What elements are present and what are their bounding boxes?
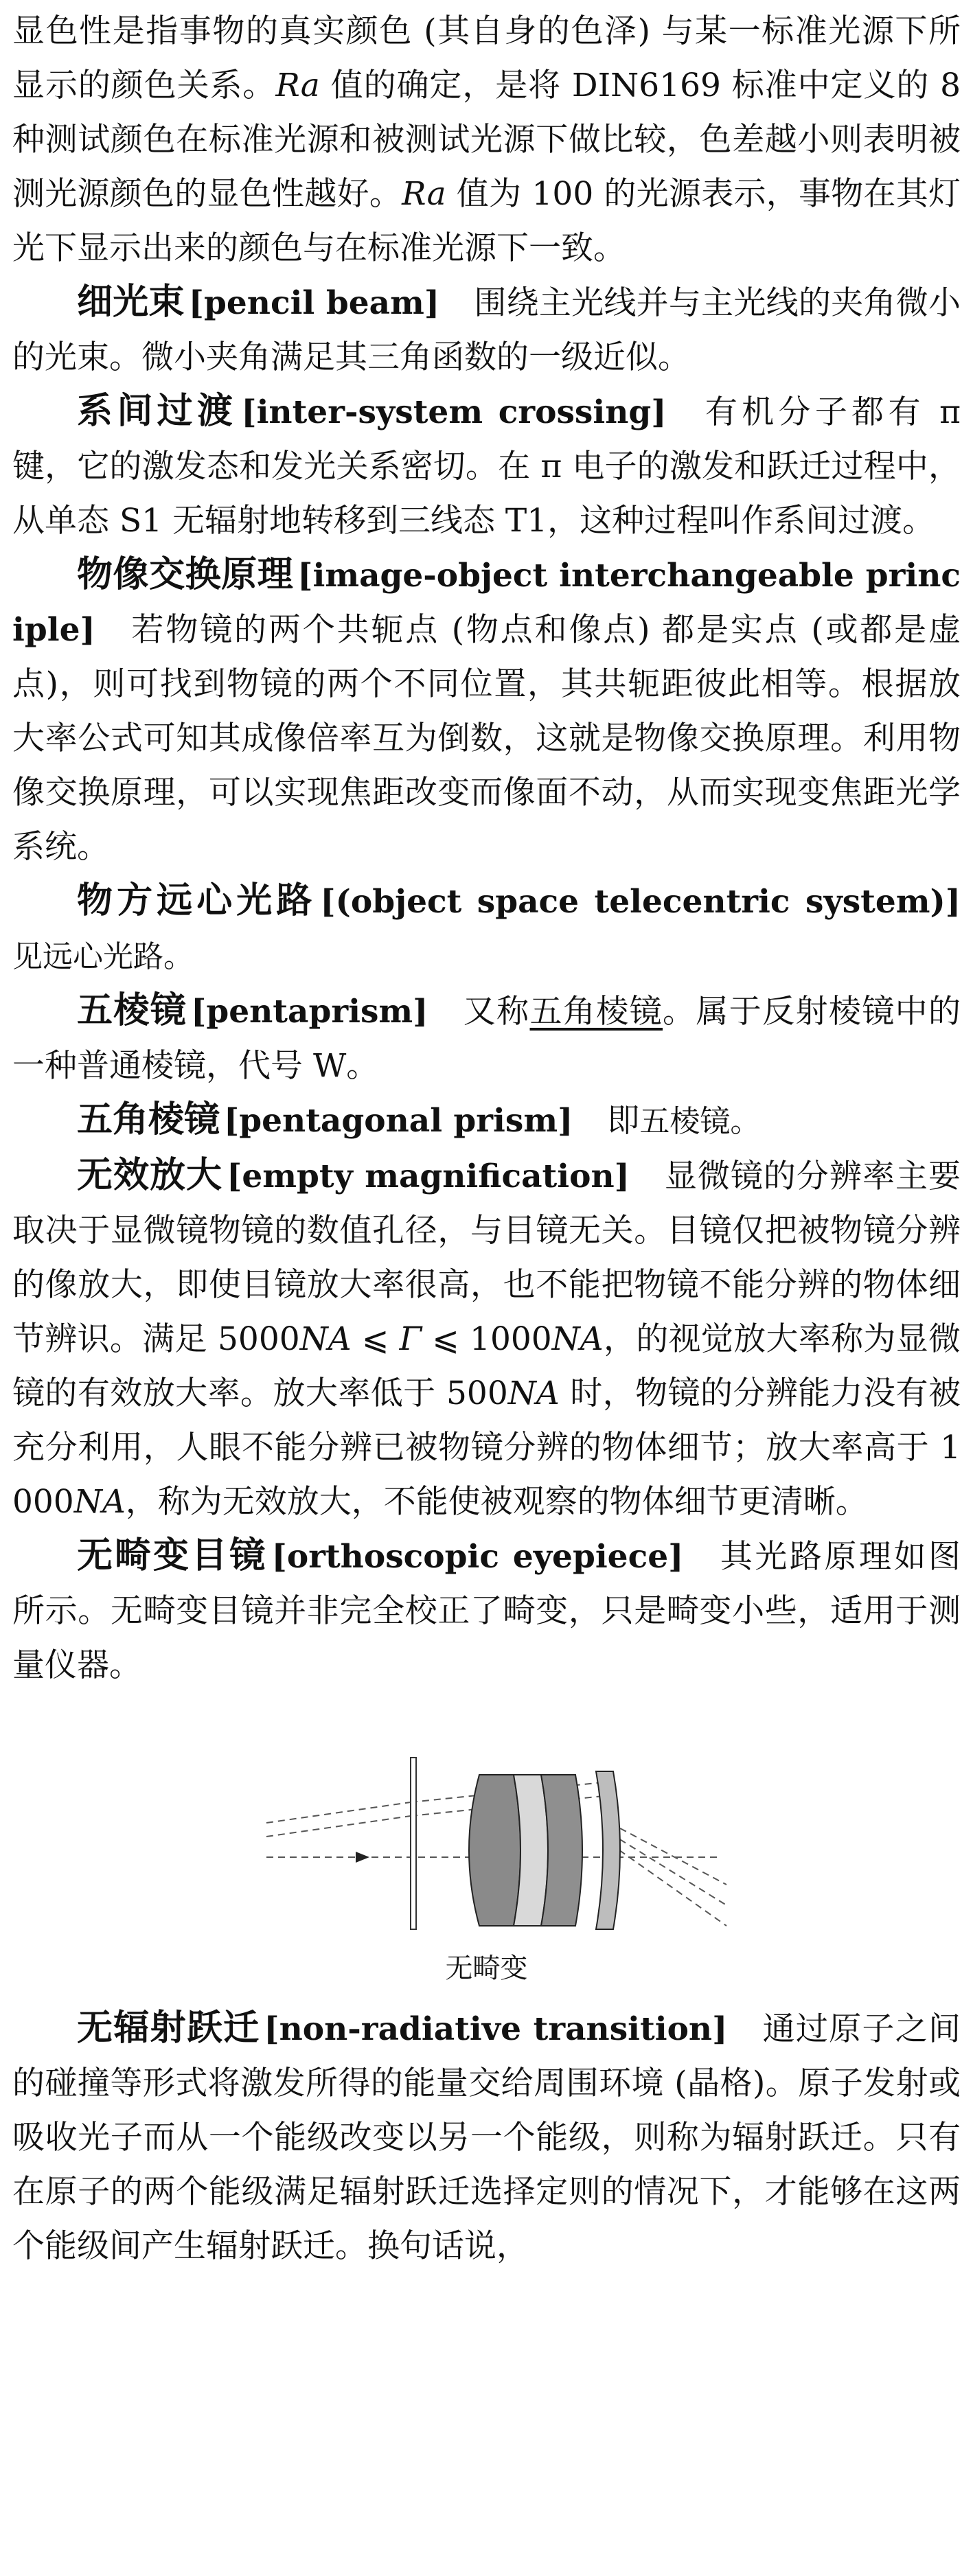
intro-text-c: 值为 100 的光源表示，事物在其灯光下显示出来的颜色与在标准光源下一致。 — [12, 175, 961, 267]
entry-english: [pentaprism] — [191, 993, 428, 1031]
entry-term: 细光束 — [77, 281, 185, 323]
gamma-symbol: Γ — [399, 1320, 422, 1358]
arrow-icon — [356, 1852, 369, 1863]
entry-body: 。属于反射棱镜中的一种普通棱镜，代号 W。 — [12, 993, 961, 1085]
entry-english: [empty magnification] — [227, 1158, 630, 1195]
underlined-term-link: 五角棱镜 — [529, 993, 663, 1031]
entry-body: ，称为无效放大，不能使被观察的物体细节更清晰。 — [125, 1483, 868, 1521]
na-symbol: NA — [551, 1320, 604, 1358]
lens-element — [469, 1775, 520, 1926]
entry-body: ，的视觉放大率称为显微镜的有效放大率。放大率低于 500 — [12, 1320, 961, 1412]
ray-line — [266, 1816, 411, 1837]
ra-symbol: Ra — [275, 67, 320, 104]
entry-english: [pencil beam] — [188, 284, 440, 322]
entry-term: 无畸变目镜 — [77, 1535, 268, 1576]
entry-object-telecentric — [12, 874, 961, 984]
entry-body: 其光路原理如图所示。无畸变目镜并非完全校正了畸变，只是畸变小些，适用于测量仪器。 — [12, 1538, 961, 1684]
entry-body: 即 — [607, 1102, 640, 1140]
lens-element — [541, 1775, 582, 1926]
cross-reference: 见远心光路。 — [12, 939, 194, 974]
entry-term: 物方远心光路 — [77, 880, 317, 921]
ray-line — [610, 1843, 726, 1926]
intro-text-a: 显色性是指事物的真实颜色 (其自身的色泽) 与某一标准光源下所显示的颜色关系。 — [12, 12, 961, 104]
entry-english: [(object space telecentric system)] — [320, 883, 961, 921]
na-symbol: NA — [299, 1320, 352, 1358]
entry-body: 显微镜的分辨率主要取决于显微镜物镜的数值孔径，与目镜无关。目镜仅把被物镜分辨的像放大，即使目镜放大率很高，也不能把物镜不能分辨的物体细节辨识。满足 5000 — [12, 1158, 961, 1358]
entry-english: [pentagonal prism] — [224, 1102, 573, 1140]
ray-line — [610, 1823, 726, 1885]
entry-term: 无辐射跃迁 — [77, 2008, 260, 2049]
inequality-sign: ⩽ 1000 — [422, 1320, 552, 1358]
entry-body: 又称 — [462, 993, 530, 1031]
entry-body: 有机分子都有 π 键，它的激发态和发光关系密切。在 π 电子的激发和跃迁过程中，从单态 S1 无辐射地转移到三线态 T1，这种过程叫作系间过渡。 — [12, 393, 961, 540]
ra-symbol: Ra — [402, 175, 446, 213]
entry-body: 通过原子之间的碰撞等形式将激发所得的能量交给周围环境 (晶格)。原子发射或吸收光子而从一个能级改变以另一个能级，则称为辐射跃迁。只有在原子的两个能级满足辐射跃迁选择定则的情况下，才能够在这两个能级间产生辐射跃迁。换句话说， — [12, 2010, 961, 2265]
entry-non-radiative-transition — [12, 2001, 961, 2273]
dictionary-page — [12, 4, 961, 2273]
intro-text-b: 值的确定，是将 DIN6169 标准中定义的 8 种测试颜色在标准光源和被测试光源下做比较，色差越小则表明被测光源颜色的显色性越好。 — [12, 67, 961, 213]
field-plate — [411, 1758, 416, 1929]
entry-term: 五角棱镜 — [77, 1099, 220, 1140]
entry-pentagonal-prism — [12, 1093, 961, 1149]
entry-body: 围绕主光线并与主光线的夹角微小的光束。微小夹角满足其三角函数的一级近似。 — [12, 284, 961, 376]
figure-caption: 无畸变 — [445, 1953, 528, 1984]
entry-orthoscopic-eyepiece — [12, 1529, 961, 1692]
entry-english: [non-radiative transition] — [264, 2010, 728, 2048]
entry-term: 无效放大 — [77, 1155, 223, 1196]
entry-empty-magnification — [12, 1149, 961, 1529]
entry-term: 系间过渡 — [77, 391, 238, 432]
ray-line — [266, 1802, 411, 1823]
entry-english: [inter-system crossing] — [241, 393, 667, 431]
entry-english: [orthoscopic eyepiece] — [271, 1538, 684, 1576]
entry-pentaprism — [12, 984, 961, 1093]
cross-reference: 五棱镜。 — [639, 1104, 761, 1139]
entry-image-object-principle — [12, 548, 961, 874]
entry-term: 五棱镜 — [77, 990, 187, 1031]
lens-element — [596, 1771, 620, 1929]
intro-paragraph — [12, 4, 961, 275]
entry-body: 若物镜的两个共轭点 (物点和像点) 都是实点 (或都是虚点)，则可找到物镜的两个不同位置，其共轭距彼此相等。根据放大率公式可知其成像倍率互为倒数，这就是物像交换原理。利用物像交换原理，可以实现焦距改变而像面不动，从而实现变焦距光学系统。 — [12, 611, 961, 866]
entry-body: 时，物镜的分辨能力没有被充分利用，人眼不能分辨已被物镜分辨的物体细节；放大率高于 1000 — [12, 1375, 961, 1521]
na-symbol: NA — [73, 1483, 126, 1521]
orthoscopic-eyepiece-figure — [12, 1720, 961, 1994]
na-symbol: NA — [507, 1375, 560, 1412]
entry-term: 物像交换原理 — [77, 554, 294, 595]
ray-line — [610, 1833, 726, 1905]
entry-inter-system-crossing — [12, 384, 961, 548]
entry-english: [image-object interchangeable principle] — [12, 557, 961, 649]
eyepiece-diagram — [253, 1720, 733, 1946]
entry-pencil-beam — [12, 275, 961, 384]
inequality-sign: ⩽ — [351, 1320, 400, 1358]
